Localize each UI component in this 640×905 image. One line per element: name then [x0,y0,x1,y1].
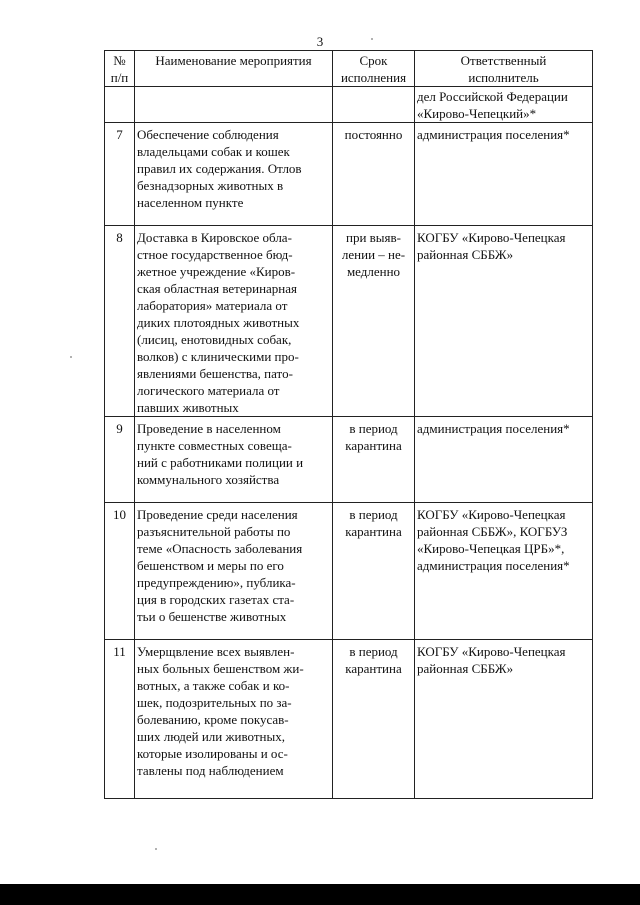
cell-term: постоянно [333,123,415,226]
cell-responsible: КОГБУ «Кирово-Чепецкая районная СББЖ», КОГБУЗ «Кирово-Чепецкая ЦРБ»*, администрация поселения* [415,503,593,640]
cell-term [333,87,415,123]
measures-table [104,50,593,799]
table-header-row [105,51,593,87]
cell-num: 10 [105,503,135,640]
cell-term: в период карантина [333,417,415,503]
cell-num: 7 [105,123,135,226]
table-row [105,123,593,226]
cell-num: 8 [105,226,135,417]
cell-num: 9 [105,417,135,503]
page-number: 3 [316,34,324,49]
scan-speck [155,848,157,850]
cell-term: в период карантина [333,640,415,799]
cell-responsible: администрация поселения* [415,417,593,503]
cell-name: Доставка в Кировское обла- стное государственное бюд- жетное учреждение «Киров- ская областная ветеринарная лаборатория» материала от диких плотоядных животных (лисиц, енотовидных собак, волков) с клиническими про- явлениями бешенства, пато- логического материала от павших животных [135,226,333,417]
table-row-continuation [105,87,593,123]
scan-speck [371,38,373,40]
header-num: № п/п [105,51,135,87]
table-row [105,503,593,640]
cell-name: Проведение в населенном пункте совместных совеща- ний с работниками полиции и коммунального хозяйства [135,417,333,503]
cell-responsible: дел Российской Федерации «Кирово-Чепецкий»* [415,87,593,123]
cell-name [135,87,333,123]
header-term: Срок исполнения [333,51,415,87]
cell-name: Обеспечение соблюдения владельцами собак и кошек правил их содержания. Отлов безнадзорных животных в населенном пункте [135,123,333,226]
header-name: Наименование мероприятия [135,51,333,87]
cell-term: при выяв- лении – не- медленно [333,226,415,417]
cell-name: Умерщвление всех выявлен- ных больных бешенством жи- вотных, а также собак и ко- шек, подозрительных по за- болеванию, кроме покусав- ших людей или животных, которые изолированы и ос- тавлены под наблюдением [135,640,333,799]
cell-responsible: администрация поселения* [415,123,593,226]
table-row [105,640,593,799]
cell-term: в период карантина [333,503,415,640]
cell-num: 11 [105,640,135,799]
scan-bottom-bar [0,884,640,905]
cell-responsible: КОГБУ «Кирово-Чепецкая районная СББЖ» [415,226,593,417]
cell-num [105,87,135,123]
cell-responsible: КОГБУ «Кирово-Чепецкая районная СББЖ» [415,640,593,799]
table-row [105,226,593,417]
header-responsible: Ответственный исполнитель [415,51,593,87]
scan-speck [70,356,72,358]
cell-name: Проведение среди населения разъяснительной работы по теме «Опасность заболевания бешенством и меры по его предупреждению», публика- ция в городских газетах ста- тьи о бешенстве животных [135,503,333,640]
table-row [105,417,593,503]
